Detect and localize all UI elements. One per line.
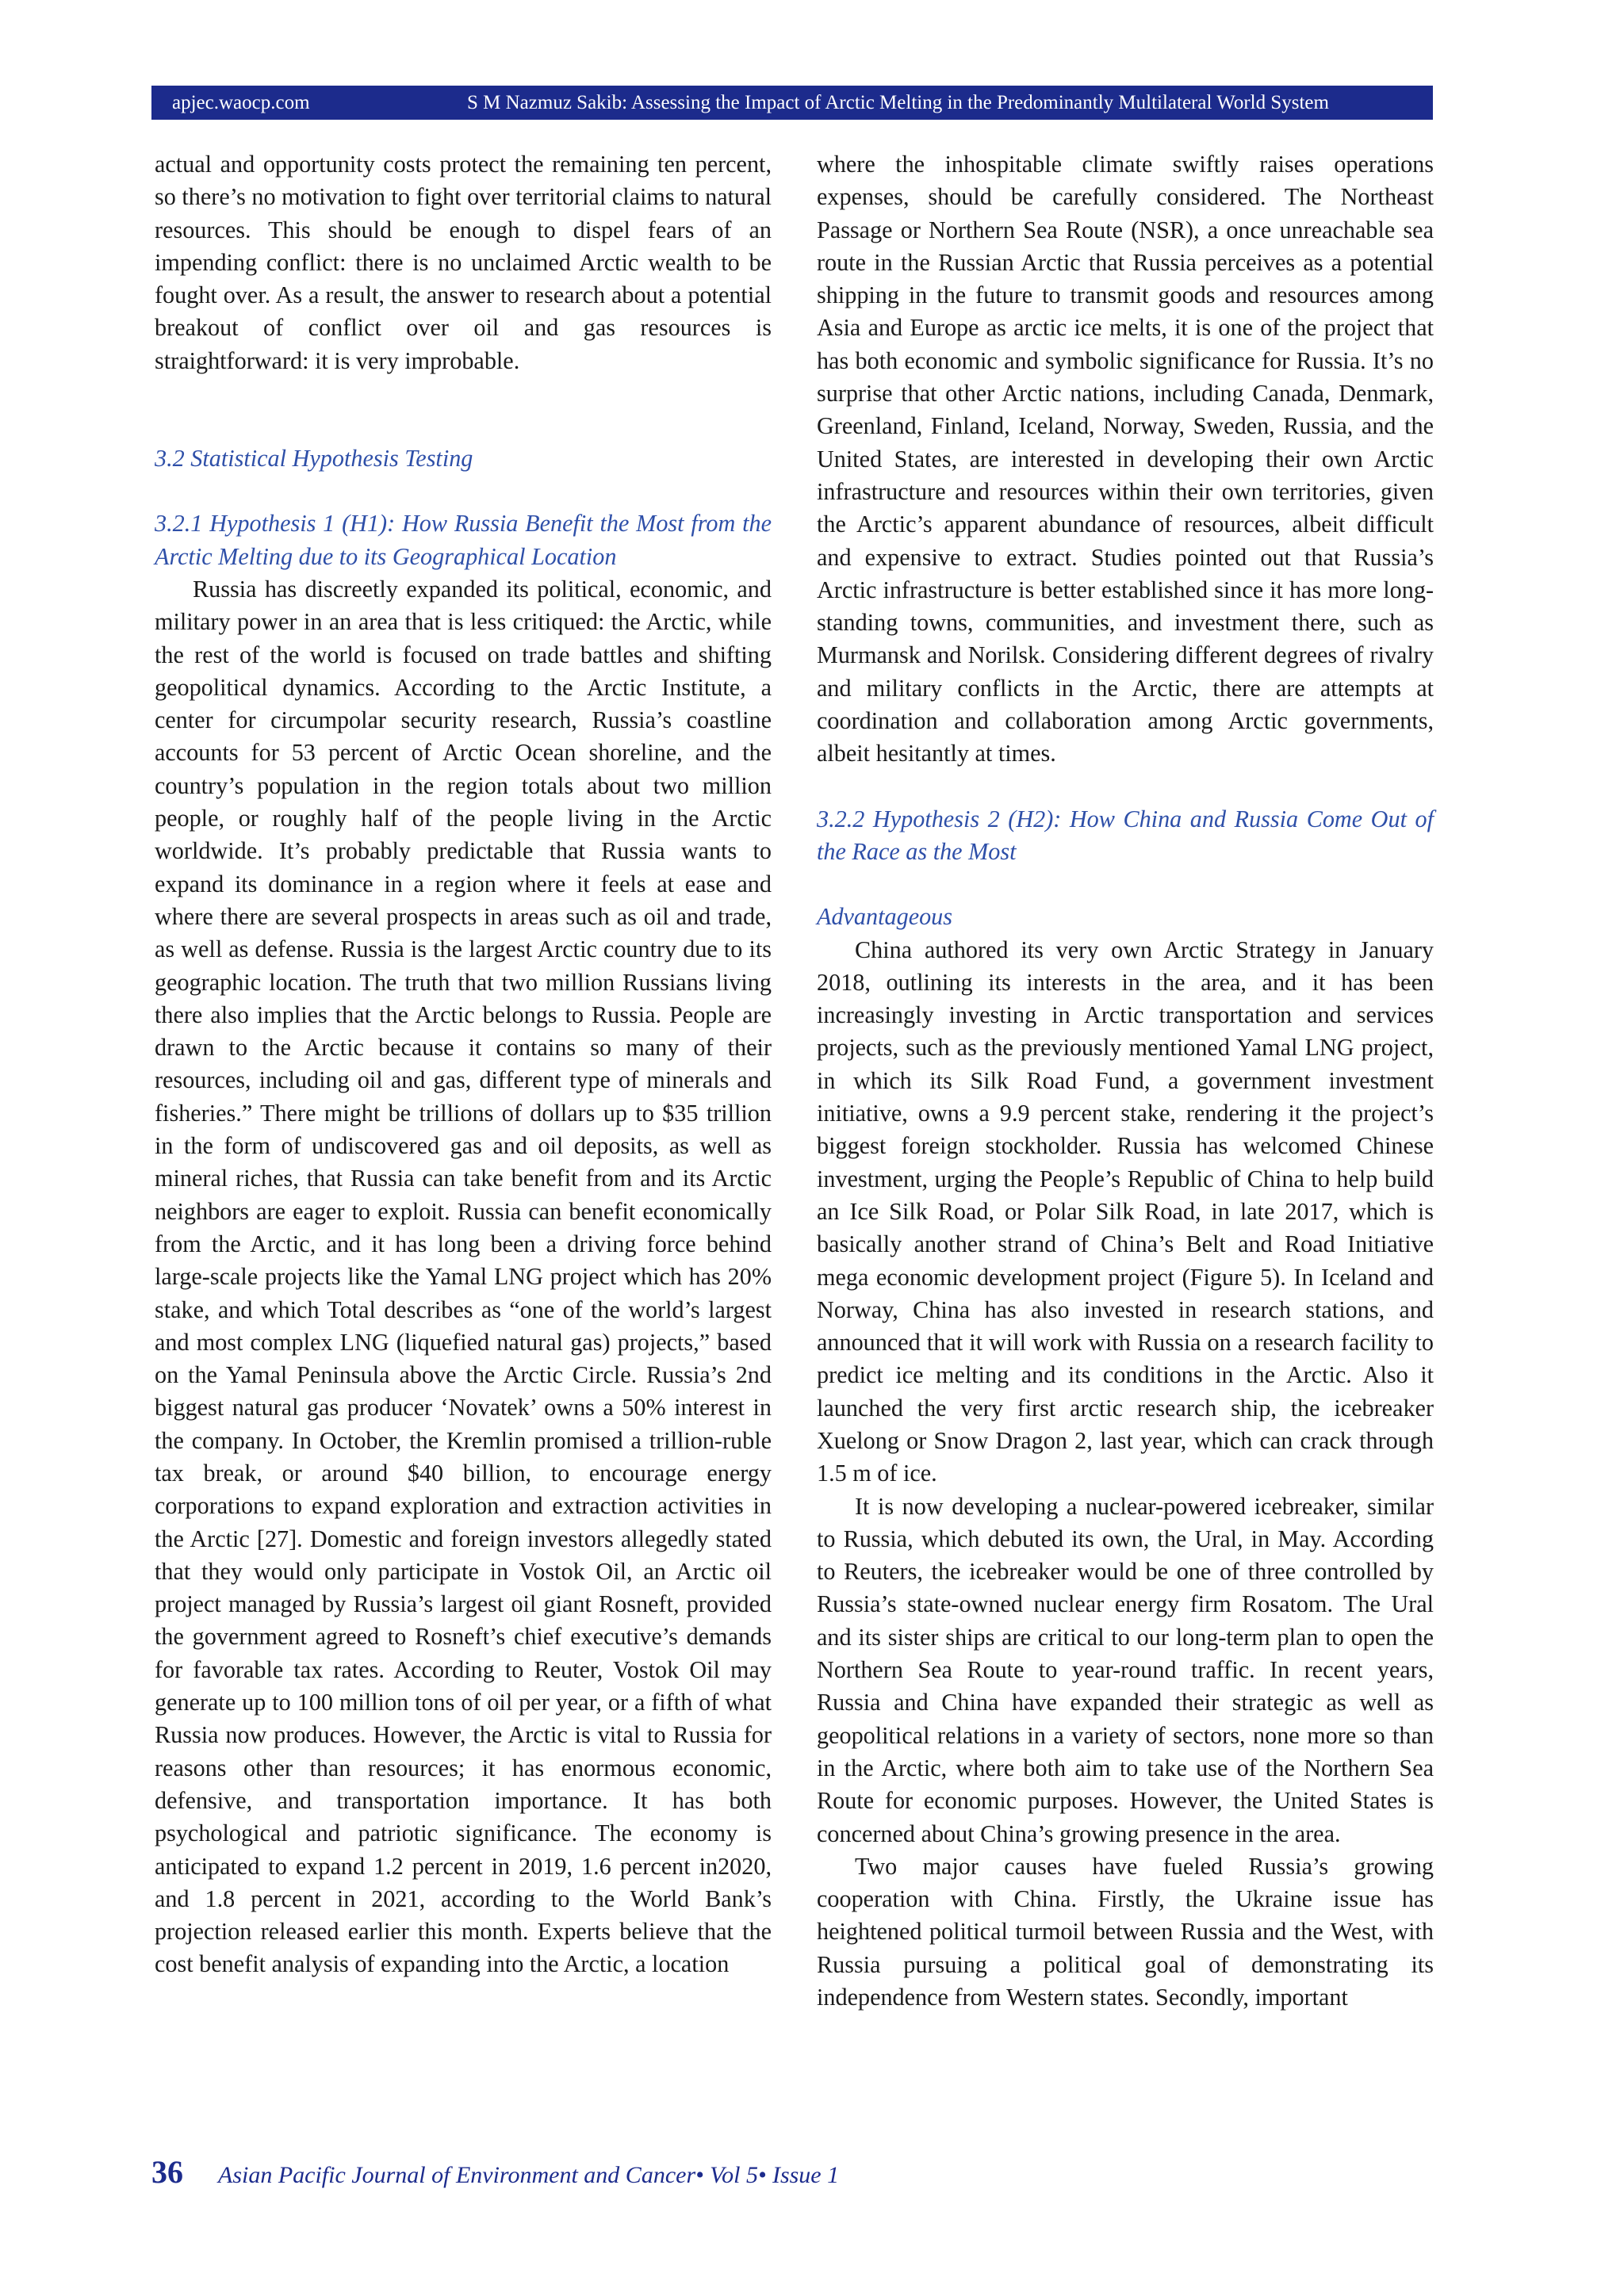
running-title: S M Nazmuz Sakib: Assessing the Impact of Arctic Melting in the Predominantly Multilateral World System	[467, 92, 1329, 113]
journal-citation: Asian Pacific Journal of Environment and Cancer• Vol 5• Issue 1	[218, 2162, 840, 2188]
journal-website: apjec.waocp.com	[172, 92, 310, 113]
right-column	[817, 148, 1434, 2014]
paragraph-h2-2: It is now developing a nuclear-powered icebreaker, similar to Russia, which debuted its own, the Ural, in May. According to Reuters, the icebreaker would be one of three controlled by Russia’s state-owned nuclear energy firm Rosatom. The Ural and its sister ships are critical to our long-term plan to open the Northern Sea Route to year-round traffic. In recent years, Russia and China have expanded their strategic as well as geopolitical relations in a variety of sectors, none more so than in the Arctic, where both aim to take use of the Northern Sea Route for economic purposes. However, the United States is concerned about China’s growing presence in the area.	[817, 1492, 1434, 1847]
paragraph-h2-1: China authored its very own Arctic Strategy in January 2018, outlining its interests in the area, and it has been increasingly investing in Arctic transportation and services projects, such as the previously mentioned Yamal LNG project, in which its Silk Road Fund, a government investment initiative, owns a 9.9 percent stake, rendering it the project’s biggest foreign stockholder. Russia has welcomed Chinese investment, urging the People’s Republic of China to help build an Ice Silk Road, or Polar Silk Road, in late 2017, which is basically another strand of China’s Belt and Road Initiative mega economic development project (Figure 5). In Iceland and Norway, China has also invested in research stations, and announced that it will work with Russia on a research facility to predict ice melting and its conditions in the Arctic. Also it launched the very first arctic research ship, the icebreaker Xuelong or Snow Dragon 2, last year, which can crack through 1.5 m of ice.	[817, 936, 1434, 1487]
paragraph-h1: Russia has discreetly expanded its political, economic, and military power in an area that is less critiqued: the Arctic, while the rest of the world is focused on trade battles and shifting geopolitical dynamics. According to the Arctic Institute, a center for circumpolar security research, Russia’s coastline accounts for 53 percent of Arctic Ocean shoreline, and the country’s population in the region totals about two million people, or roughly half of the people living in the Arctic worldwide. It’s probably predictable that Russia wants to expand its dominance in a region where it feels at ease and where there are several prospects in areas such as oil and trade, as well as defense. Russia is the largest Arctic country due to its geographic location. The truth that two million Russians living there also implies that the Arctic belongs to Russia. People are drawn to the Arctic because it contains so many of their resources, including oil and gas, different type of minerals and fisheries.” There might be trillions of dollars up to $35 trillion in the form of undiscovered gas and oil deposits, as well as mineral riches, that Russia can take benefit from and its Arctic neighbors are eager to exploit. Russia can benefit economically from the Arctic, and it has long been a driving force behind large-scale projects like the Yamal LNG project which has 20% stake, and which Total describes as “one of the world’s largest and most complex LNG (liquefied natural gas) projects,” based on the Yamal Peninsula above the Arctic Circle. Russia’s 2nd biggest natural gas producer ‘Novatek’ owns a 50% interest in the company. In October, the Kremlin promised a trillion-ruble tax break, or around $40 billion, to encourage energy corporations to expand exploration and extraction activities in the Arctic [27]. Domestic and foreign investors allegedly stated that they would only participate in Vostok Oil, an Arctic oil project managed by Russia’s largest oil giant Rosneft, provided the government agreed to Rosneft’s chief executive’s demands for favorable tax rates. According to Reuter, Vostok Oil may generate up to 100 million tons of oil per year, or a fifth of what Russia now produces. However, the Arctic is vital to Russia for reasons other than resources; it has enormous economic, defensive, and transportation importance. It has both psychological and patriotic significance. The economy is anticipated to expand 1.2 percent in 2019, 1.6 percent in2020, and 1.8 percent in 2021, according to the World Bank’s projection released earlier this month. Experts believe that the cost benefit analysis of expanding into the Arctic, a location	[155, 575, 772, 1978]
section-heading-3-2: 3.2 Statistical Hypothesis Testing	[155, 445, 473, 473]
page-number: 36	[151, 2154, 183, 2190]
page-footer	[151, 2153, 839, 2191]
paragraph-continuation-right: where the inhospitable climate swiftly raises operations expenses, should be carefully considered. The Northeast Passage or Northern Sea Route (NSR), a once unreachable sea route in the Russian Arctic that Russia perceives as a potential shipping in the future to transmit goods and resources among Asia and Europe as arctic ice melts, it is one of the project that has both economic and symbolic significance for Russia. It’s no surprise that other Arctic nations, including Canada, Denmark, Greenland, Finland, Iceland, Norway, Sweden, Russia, and the United States, are interested in developing their own Arctic infrastructure and resources within their own territories, given the Arctic’s apparent abundance of resources, albeit difficult and expensive to extract. Studies pointed out that Russia’s Arctic infrastructure is better established since it has more long-standing towns, communities, and investment there, such as Murmansk and Norilsk. Considering different degrees of rivalry and military conflicts in the Arctic, there are attempts at coordination and collaboration among Arctic governments, albeit hesitantly at times.	[817, 151, 1434, 767]
running-header	[151, 86, 1433, 120]
paragraph-h2-3: Two major causes have fueled Russia’s growing cooperation with China. Firstly, the Ukraine issue has heightened political turmoil between Russia and the West, with Russia pursuing a political goal of demonstrating its independence from Western states. Secondly, important	[817, 1852, 1434, 2011]
subsection-heading-h2: 3.2.2 Hypothesis 2 (H2): How China and Russia Come Out of the Race as the Most	[817, 805, 1434, 865]
subsection-heading-h1: 3.2.1 Hypothesis 1 (H1): How Russia Benefit the Most from the Arctic Melting due to its Geographical Location	[155, 510, 772, 570]
paragraph-continuation-left: actual and opportunity costs protect the remaining ten percent, so there’s no motivation to fight over territorial claims to natural resources. This should be enough to dispel fears of an impending conflict: there is no unclaimed Arctic wealth to be fought over. As a result, the answer to research about a potential breakout of conflict over oil and gas resources is straightforward: it is very improbable.	[155, 151, 772, 374]
subsection-heading-h2-continued: Advantageous	[817, 903, 953, 931]
left-column	[155, 148, 772, 1981]
